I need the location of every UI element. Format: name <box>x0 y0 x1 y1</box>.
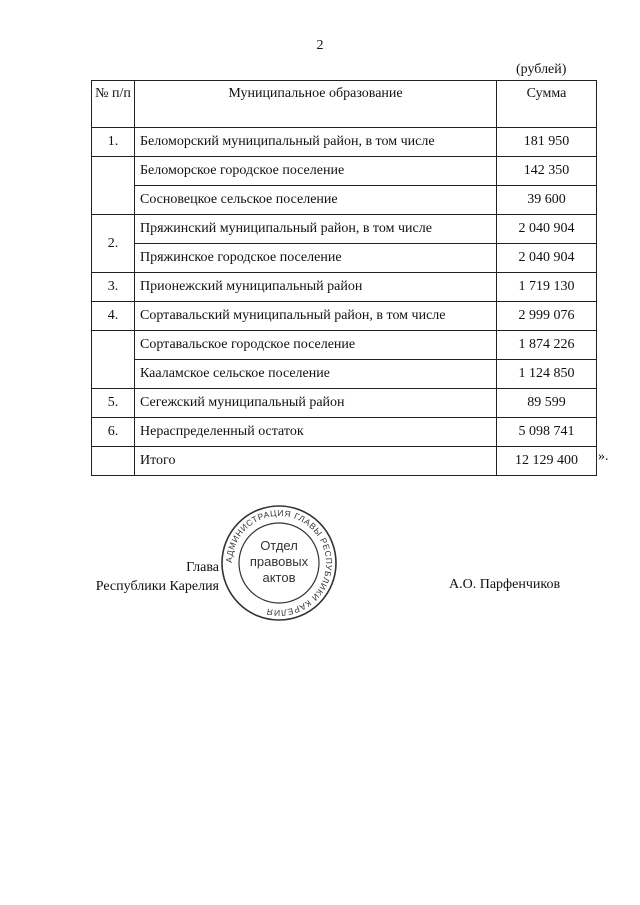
row-sum: 1 874 226 <box>497 331 597 360</box>
total-sum: 12 129 400 <box>497 447 597 476</box>
header-name: Муниципальное образование <box>135 81 497 128</box>
total-num <box>92 447 135 476</box>
row-name: Беломорское городское поселение <box>135 157 497 186</box>
total-label: Итого <box>135 447 497 476</box>
row-sum: 181 950 <box>497 128 597 157</box>
row-sum: 1 124 850 <box>497 360 597 389</box>
row-name: Сегежский муниципальный район <box>135 389 497 418</box>
row-num <box>92 331 135 389</box>
row-sum: 2 040 904 <box>497 215 597 244</box>
row-name: Пряжинское городское поселение <box>135 244 497 273</box>
row-sum: 5 098 741 <box>497 418 597 447</box>
signatory-title-line1: Глава <box>186 560 219 575</box>
table-header-row <box>92 81 597 128</box>
signatory-name: А.О. Парфенчиков <box>449 577 561 592</box>
official-stamp <box>220 504 338 622</box>
row-sum: 39 600 <box>497 186 597 215</box>
row-num: 5. <box>92 389 135 418</box>
total-row <box>92 447 597 476</box>
table-row <box>92 302 597 331</box>
table-row <box>92 418 597 447</box>
row-num <box>92 157 135 215</box>
row-name: Кааламское сельское поселение <box>135 360 497 389</box>
table-row <box>92 244 597 273</box>
header-sum: Сумма <box>497 81 597 128</box>
stamp-center-line3: актов <box>262 570 296 585</box>
table-row <box>92 215 597 244</box>
closing-quote: ». <box>598 449 609 464</box>
row-sum: 89 599 <box>497 389 597 418</box>
stamp-ring-text: АДМИНИСТРАЦИЯ ГЛАВЫ РЕСПУБЛИКИ КАРЕЛИЯ <box>223 507 335 619</box>
row-name: Сосновецкое сельское поселение <box>135 186 497 215</box>
table-row <box>92 186 597 215</box>
signatory-title <box>91 558 219 596</box>
table-row <box>92 273 597 302</box>
row-num: 2. <box>92 215 135 273</box>
page-number: 2 <box>316 38 324 53</box>
stamp-center-line1: Отдел <box>260 538 298 553</box>
table-row <box>92 128 597 157</box>
units-label: (рублей) <box>516 62 567 77</box>
row-name: Нераспределенный остаток <box>135 418 497 447</box>
header-num: № п/п <box>92 81 135 128</box>
row-name: Сортавальский муниципальный район, в том числе <box>135 302 497 331</box>
row-num: 4. <box>92 302 135 331</box>
table-row <box>92 157 597 186</box>
row-name: Прионежский муниципальный район <box>135 273 497 302</box>
signatory-title-line2: Республики Карелия <box>95 579 219 594</box>
table-row <box>92 389 597 418</box>
row-num: 6. <box>92 418 135 447</box>
row-name: Сортавальское городское поселение <box>135 331 497 360</box>
row-sum: 142 350 <box>497 157 597 186</box>
row-sum: 1 719 130 <box>497 273 597 302</box>
row-sum: 2 040 904 <box>497 244 597 273</box>
table-row <box>92 331 597 360</box>
row-sum: 2 999 076 <box>497 302 597 331</box>
table-row <box>92 360 597 389</box>
allocation-table <box>91 80 597 476</box>
row-num: 3. <box>92 273 135 302</box>
row-num: 1. <box>92 128 135 157</box>
row-name: Беломорский муниципальный район, в том числе <box>135 128 497 157</box>
stamp-center-line2: правовых <box>249 554 309 569</box>
row-name: Пряжинский муниципальный район, в том числе <box>135 215 497 244</box>
